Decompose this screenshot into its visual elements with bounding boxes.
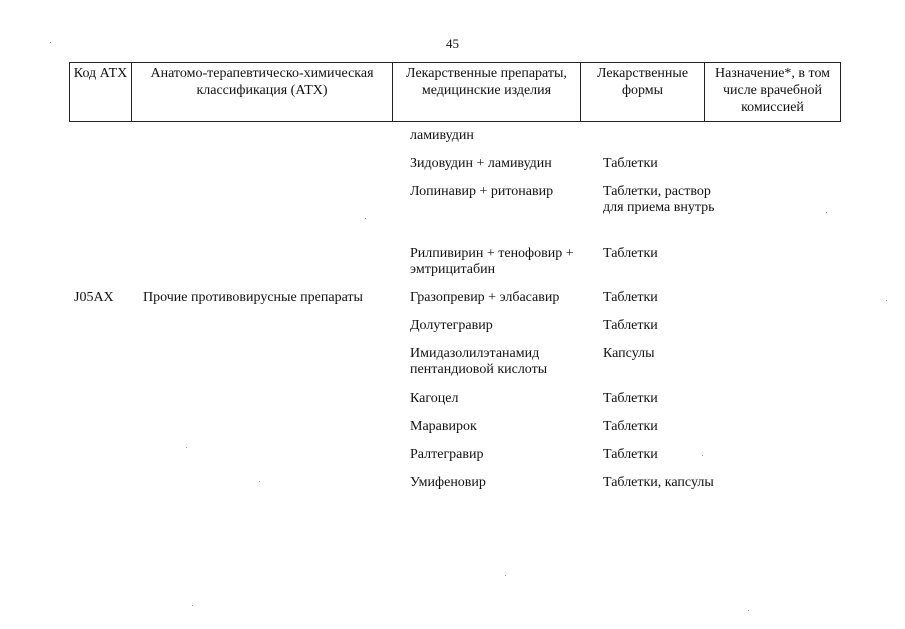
header-code: Код АТХ: [70, 63, 132, 122]
drug-form: Таблетки, раствор для приема внутрь: [603, 184, 715, 215]
atc-class-name: Прочие противовирусные препараты: [143, 290, 363, 305]
scan-speck: [259, 481, 260, 482]
scan-speck: [192, 605, 193, 606]
drug-name: ламивудин: [410, 128, 474, 143]
header-atc-class: Анатомо-терапевтическо-химическая классификация (АТХ): [132, 63, 393, 122]
scan-speck: [748, 610, 749, 611]
drug-form: Таблетки: [603, 419, 658, 434]
drug-name: Гразопревир + элбасавир: [410, 290, 560, 305]
drug-name: Маравирок: [410, 419, 477, 434]
drug-form: Таблетки, капсулы: [603, 475, 714, 490]
drug-form: Капсулы: [603, 346, 655, 361]
scan-speck: [886, 300, 887, 301]
atc-code: J05AX: [74, 290, 114, 305]
drug-name: Ралтегравир: [410, 447, 484, 462]
scan-speck: [826, 212, 827, 213]
drug-form: Таблетки: [603, 156, 658, 171]
drug-name: Долутегравир: [410, 318, 493, 333]
header-forms: Лекарственные формы: [581, 63, 705, 122]
header-row: [70, 63, 841, 122]
header-purpose: Назначение*, в том числе врачебной комиссией: [705, 63, 841, 122]
scan-speck: [365, 218, 366, 219]
scan-speck: [505, 575, 506, 576]
drug-name: Имидазолилэтанамид пентандиовой кислоты: [410, 346, 548, 377]
drug-form: Таблетки: [603, 246, 658, 261]
page-number: 45: [446, 36, 459, 51]
drug-name: Умифеновир: [410, 475, 486, 490]
drug-form: Таблетки: [603, 447, 658, 462]
drug-name: Лопинавир + ритонавир: [410, 184, 554, 199]
drug-name: Кагоцел: [410, 391, 459, 406]
drug-form: Таблетки: [603, 318, 658, 333]
scan-speck: [50, 42, 51, 43]
scan-speck: [702, 455, 703, 456]
header-drugs: Лекарственные препараты, медицинские изделия: [393, 63, 581, 122]
table-header: [69, 62, 841, 122]
scan-speck: [186, 447, 187, 448]
drug-form: Таблетки: [603, 290, 658, 305]
drug-form: Таблетки: [603, 391, 658, 406]
drug-name: Зидовудин + ламивудин: [410, 156, 552, 171]
drug-name: Рилпивирин + тенофовир + эмтрицитабин: [410, 246, 574, 277]
